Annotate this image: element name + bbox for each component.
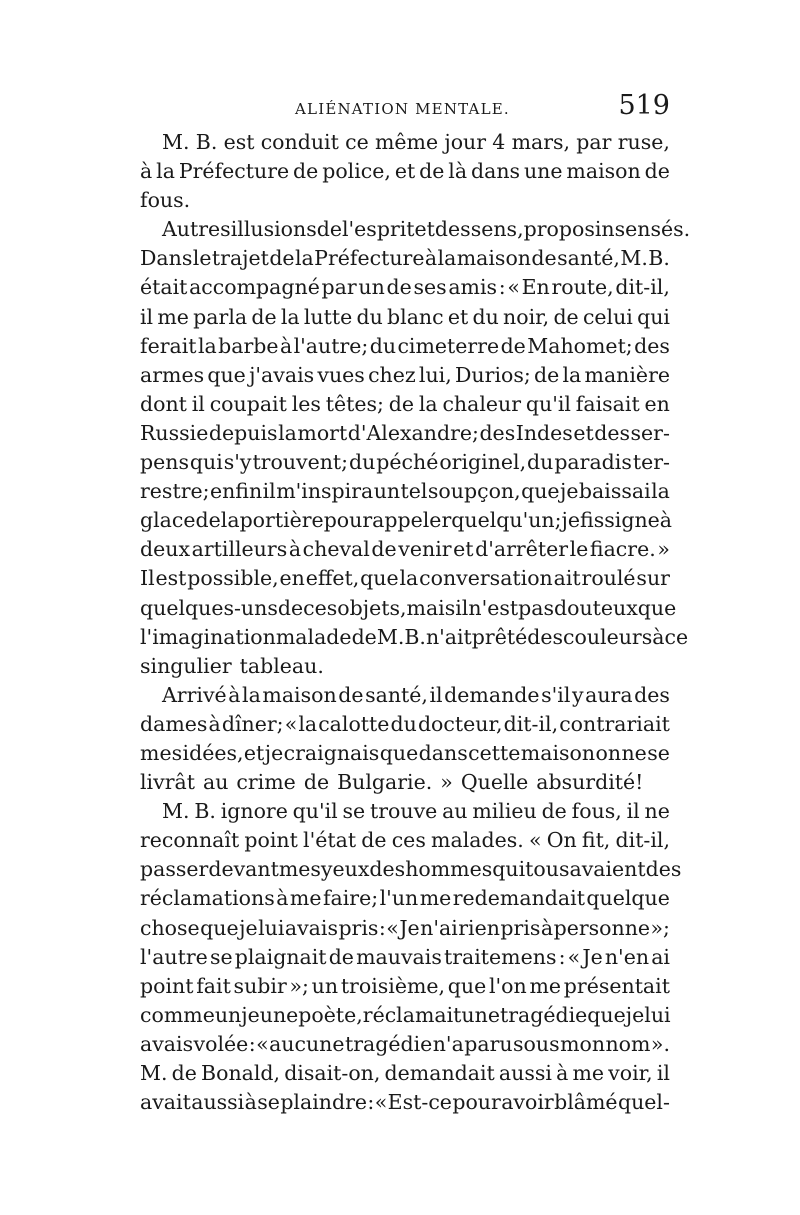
text-line: dames à dîner; « la calotte du docteur, dit-il, contrariait <box>140 711 670 736</box>
text-line: mes idées, et je craignais que dans cette maison on ne se <box>140 740 670 765</box>
text-line: Dans le trajet de la Préfecture à la maison de santé, M. B. <box>140 246 670 271</box>
text-line: à la Préfecture de police, et de là dans une maison de <box>140 159 670 184</box>
text-line: dont il coupait les têtes; de la chaleur qu'il faisait en <box>140 391 670 416</box>
text-line: ferait la barbe à l'autre; du cimeterre de Mahomet; des <box>140 333 670 358</box>
text-line: M. de Bonald, disait-on, demandait aussi à me voir, il <box>140 1061 670 1085</box>
text-line: singulier tableau. <box>140 653 324 678</box>
text-line: il me parla de la lutte du blanc et du noir, de celui qui <box>140 304 670 329</box>
text-line: M. B. est conduit ce même jour 4 mars, par ruse, <box>162 130 670 154</box>
text-line: restre; enfin il m'inspira un tel soupçon, que je baissai la <box>140 479 670 504</box>
text-line: passer devant mes yeux des hommes qui tous avaient des <box>140 857 682 882</box>
text-line: reconnaît point l'état de ces malades. « On fit, dit-il, <box>140 828 670 853</box>
text-line: M. B. ignore qu'il se trouve au milieu de fous, il ne <box>162 799 670 824</box>
text-line: avait aussi à se plaindre : « Est-ce pour avoir blâmé quel- <box>140 1090 670 1115</box>
text-line: fous. <box>140 188 191 213</box>
running-title: ALIÉNATION MENTALE. <box>295 100 510 118</box>
text-line: Arrivé à la maison de santé, il demande s'il y aura des <box>162 682 670 707</box>
text-line: glace de la portière pour appeler quelqu'un; je fis signe à <box>140 508 673 533</box>
text-line: était accompagné par un de ses amis : « En route, dit-il, <box>140 275 670 300</box>
book-page <box>140 88 691 1115</box>
text-line: l'autre se plaignait de mauvais traitemens : « Je n'en ai <box>140 944 670 969</box>
text-line: livrât au crime de Bulgarie. » Quelle absurdité! <box>140 770 644 795</box>
text-line: Il est possible, en effet, que la conversation ait roulé sur <box>140 566 670 591</box>
text-line: Russie depuis la mort d'Alexandre; des Indes et des ser- <box>140 420 670 445</box>
text-line: pens qui s'y trouvent; du péché originel, du paradis ter- <box>140 450 670 475</box>
page-number: 519 <box>618 90 670 121</box>
text-line: comme un jeune poète, réclamait une tragédie que je lui <box>140 1002 671 1027</box>
text-line: Autres illusions de l'esprit et des sens, propos insensés. <box>162 217 691 242</box>
text-line: chose que je lui avais pris : « Je n'ai rien pris à personne »; <box>140 915 670 940</box>
body-text <box>140 128 691 1117</box>
text-line: quelques-uns de ces objets, mais il n'est pas douteux que <box>140 595 677 620</box>
page-header <box>140 88 670 128</box>
text-line: point fait subir »; un troisième, que l'on me présentait <box>140 973 670 998</box>
text-line: réclamations à me faire; l'un me redemandait quelque <box>140 886 670 911</box>
text-line: avais volée : « aucune tragédie n'a paru sous mon nom ». <box>140 1031 670 1056</box>
text-line: armes que j'avais vues chez lui, Durios; de la manière <box>140 362 670 387</box>
text-line: deux artilleurs à cheval de venir et d'arrêter le fiacre. » <box>140 537 670 562</box>
text-line: l'imagination malade de M. B. n'ait prêté des couleurs à ce <box>140 624 689 649</box>
